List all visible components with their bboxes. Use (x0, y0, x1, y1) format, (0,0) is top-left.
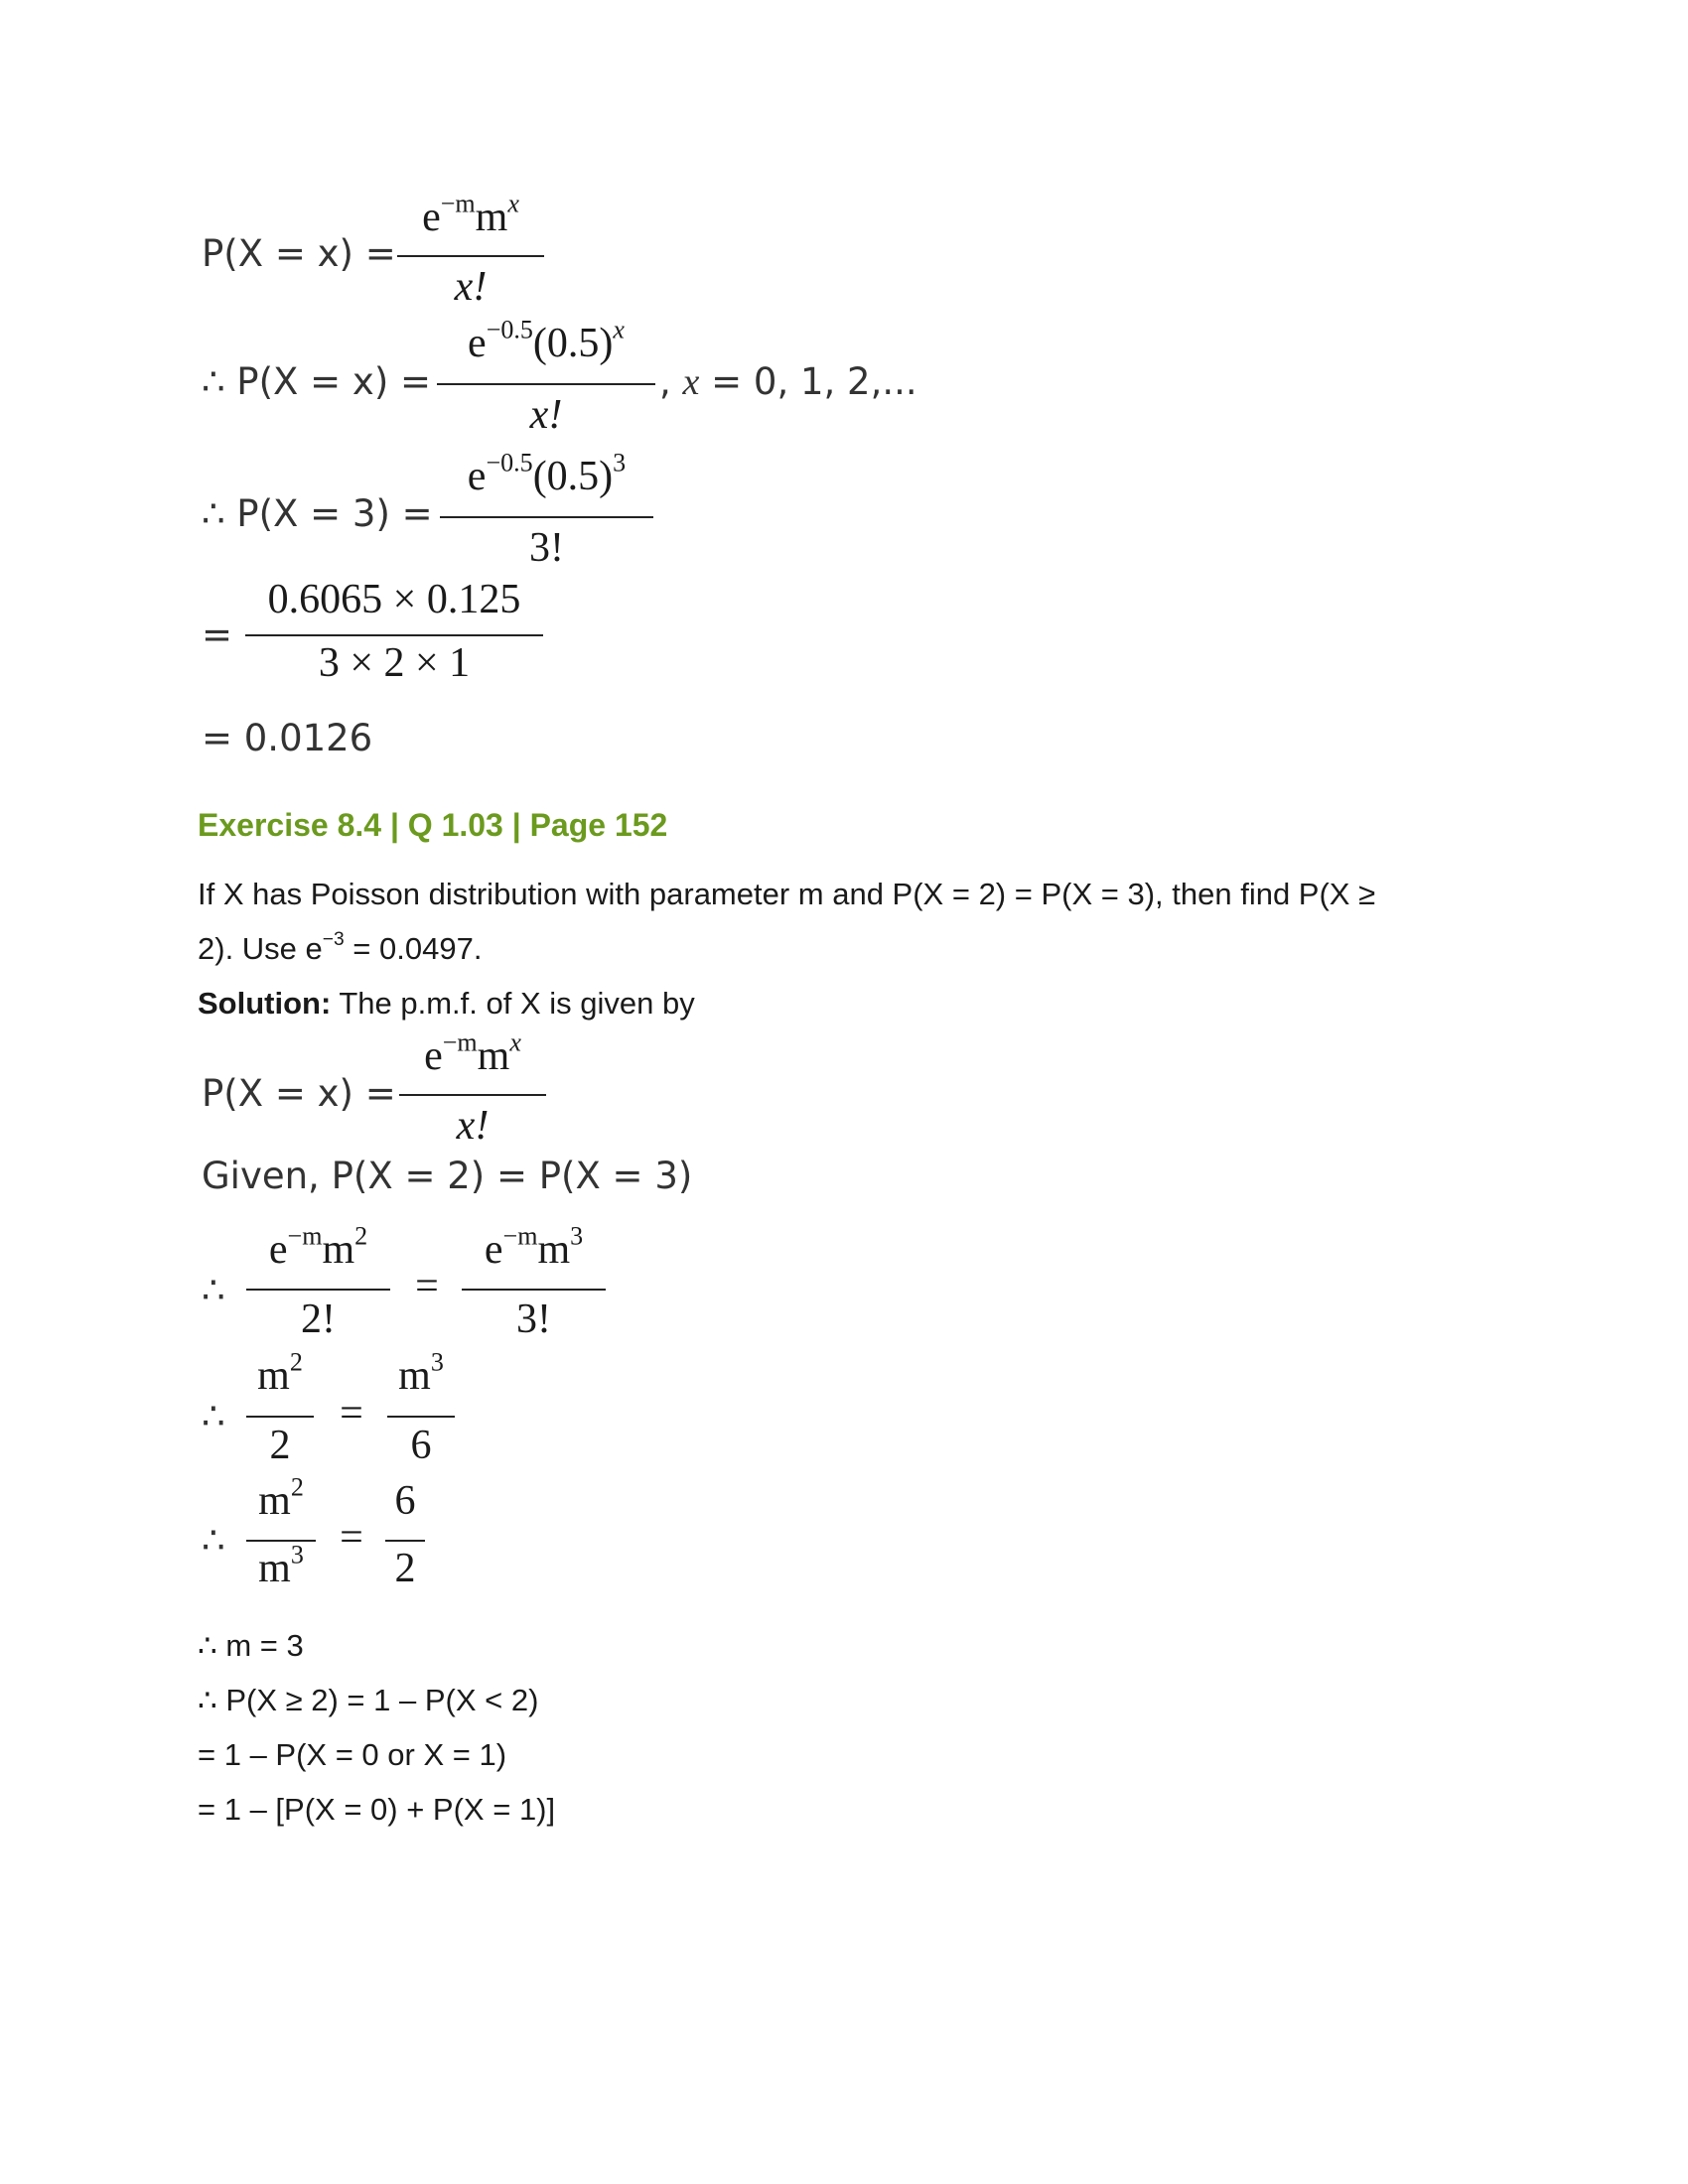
eq5-result: = 0.0126 (202, 717, 373, 759)
eq2-suffix: , x = 0, 1, 2,... (659, 360, 917, 403)
eq9-equals: = (340, 1515, 363, 1561)
eq8-right-numerator: $m^3$ (398, 1347, 444, 1399)
step-2: ∴ P(X ≥ 2) = 1 – P(X < 2) (198, 1683, 539, 1717)
eq8-left-bar (246, 1416, 314, 1418)
eq4-fraction-bar (245, 634, 543, 636)
eq6-denominator: x! (456, 1103, 490, 1149)
eq7-lhs: ∴ (202, 1269, 225, 1311)
eq2-denominator: x! (529, 392, 563, 438)
solution-line: Solution: The p.m.f. of X is given by (198, 986, 695, 1021)
eq8-lhs: ∴ (202, 1395, 225, 1437)
eq6-fraction-bar (399, 1094, 546, 1096)
eq3-denominator: 3! (529, 525, 564, 571)
eq8-left-denominator: 2 (269, 1423, 291, 1468)
question-line-2: 2). Use $e^{-3} = 0.0497$. (198, 929, 483, 966)
eq3-numerator: $e^{-0.5}(0.5)^3$ (467, 448, 627, 499)
eq7-left-fraction (246, 1221, 390, 1347)
eq4-fraction (245, 576, 543, 695)
eq2-fraction (437, 315, 655, 441)
eq1-denominator: x! (454, 264, 488, 310)
eq7-left-numerator: $e^{-m}m^2$ (268, 1221, 368, 1273)
exercise-heading: Exercise 8.4 | Q 1.03 | Page 152 (198, 807, 668, 843)
eq9-left-bar (246, 1540, 316, 1542)
step-3: = 1 – P(X = 0 or X = 1) (198, 1737, 507, 1772)
eq9-left-denominator: $m^3$ (258, 1540, 304, 1591)
eq1-numerator: $e^{-m}m^x$ (422, 189, 519, 240)
eq1-fraction (397, 189, 544, 313)
eq9-right-denominator: 2 (394, 1546, 416, 1591)
given-line: Given, P(X = 2) = P(X = 3) (202, 1155, 693, 1197)
eq8-left-fraction (246, 1347, 314, 1473)
eq7-left-bar (246, 1289, 390, 1291)
eq8-right-denominator: 6 (410, 1423, 432, 1468)
eq3-lhs: ∴ P(X = 3) = (202, 492, 433, 535)
eq9-right-fraction (385, 1477, 425, 1601)
eq7-right-numerator: $e^{-m}m^3$ (484, 1221, 584, 1273)
step-4: = 1 – [P(X = 0) + P(X = 1)] (198, 1792, 556, 1827)
eq4-denominator: 3 × 2 × 1 (318, 640, 471, 686)
eq9-right-bar (385, 1540, 425, 1542)
eq7-equals: = (415, 1264, 439, 1309)
solution-label: Solution: (198, 986, 332, 1021)
eq8-right-fraction (387, 1347, 455, 1473)
eq7-right-denominator: 3! (516, 1297, 551, 1342)
eq2-lhs: ∴ P(X = x) = (202, 360, 432, 403)
eq2-numerator: $e^{-0.5}(0.5)^x$ (468, 315, 625, 366)
eq3-fraction (440, 448, 653, 574)
eq6-lhs: P(X = x) = (202, 1072, 396, 1115)
eq7-left-denominator: 2! (301, 1297, 336, 1342)
step-1: ∴ m = 3 (198, 1628, 304, 1663)
eq1-fraction-bar (397, 255, 544, 257)
eq2-fraction-bar (437, 383, 655, 385)
question-line-1: If X has Poisson distribution with parameter m and P(X = 2) = P(X = 3), then find P(X ≥ (198, 877, 1376, 911)
eq7-right-fraction (462, 1221, 606, 1347)
eq7-right-bar (462, 1289, 606, 1291)
eq9-left-numerator: $m^2$ (258, 1472, 304, 1524)
eq3-fraction-bar (440, 516, 653, 518)
eq6-numerator: $e^{-m}m^x$ (424, 1027, 521, 1079)
eq8-equals: = (340, 1391, 363, 1436)
eq6-fraction (399, 1027, 546, 1152)
eq4-lhs: = (202, 614, 233, 656)
eq4-numerator: 0.6065 × 0.125 (267, 577, 521, 622)
eq9-lhs: ∴ (202, 1519, 225, 1562)
eq9-left-fraction (246, 1472, 316, 1601)
eq8-left-numerator: $m^2$ (257, 1347, 303, 1399)
eq9-right-numerator: 6 (394, 1478, 416, 1524)
eq1-lhs: P(X = x) = (202, 232, 396, 275)
eq8-right-bar (387, 1416, 455, 1418)
